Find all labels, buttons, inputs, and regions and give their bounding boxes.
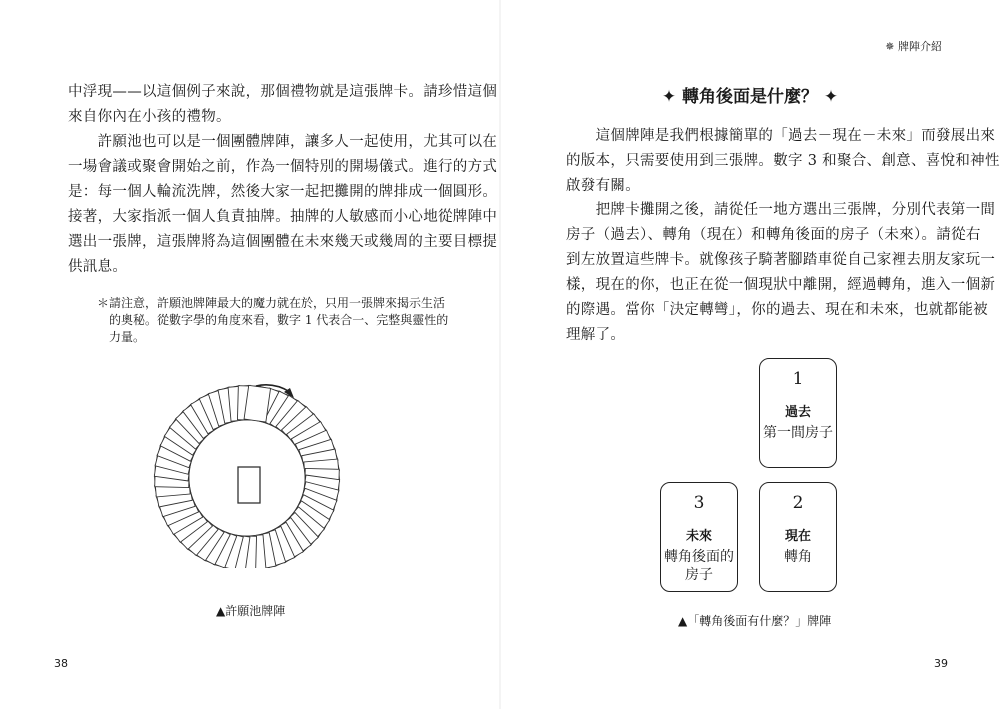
- card-past: [759, 358, 837, 468]
- right-paragraph-2-line: 理解了。: [566, 327, 626, 343]
- footnote-line: 的奧秘。從數字學的角度來看，數字 1 代表合一、完整與靈性的: [97, 313, 449, 327]
- card-present-number: 2: [792, 493, 804, 513]
- right-paragraph-1-line: 的版本，只需要使用到三張牌。數字 3 和聚合、創意、喜悅和神性: [566, 153, 1000, 169]
- card-future-name: 未來: [685, 529, 712, 544]
- right-paragraph-2-line: 到左放置這些牌卡。就像孩子騎著腳踏車從自己家裡去朋友家玩一: [566, 252, 996, 268]
- card-future-number: 3: [693, 493, 705, 513]
- page-number-right: 39: [934, 657, 948, 670]
- left-paragraph-2: [68, 130, 498, 280]
- left-paragraph-2-line: 供訊息。: [68, 259, 128, 275]
- left-paragraph-1-line: 中浮現——以這個例子來說，那個禮物就是這張牌卡。請珍惜這個: [68, 84, 498, 100]
- left-caption: ▲許願池牌陣: [216, 604, 286, 618]
- wishing-well-ring-diagram: [152, 378, 342, 568]
- footnote: [97, 295, 449, 346]
- right-paragraph-2: [566, 198, 996, 348]
- left-paragraph-2-line: 是：每一個人輪流洗牌，然後大家一起把攤開的牌排成一個圓形。: [68, 184, 498, 200]
- card-future: [660, 482, 738, 592]
- card-past-desc: 第一間房子: [763, 425, 833, 441]
- card-present-name: 現在: [784, 529, 811, 544]
- right-paragraph-2-line: 把牌卡攤開之後，請從任一地方選出三張牌，分別代表第一間: [566, 202, 996, 218]
- right-paragraph-1: [566, 124, 1000, 199]
- right-paragraph-2-line: 房子（過去）、轉角（現在）和轉角後面的房子（未來）。請從右: [566, 227, 981, 243]
- right-paragraph-2-line: 樣，現在的你，也正在從一個現狀中離開，經過轉角，進入一個新: [566, 277, 996, 293]
- right-caption: ▲「轉角後面有什麼？」牌陣: [678, 614, 832, 628]
- right-page: [500, 0, 1000, 709]
- card-future-desc: 轉角後面的房子: [664, 549, 734, 583]
- right-paragraph-1-line: 這個牌陣是我們根據簡單的「過去－現在－未來」而發展出來: [566, 128, 996, 144]
- card-past-name: 過去: [784, 405, 811, 420]
- card-present: [759, 482, 837, 592]
- left-paragraph-1-line: 來自你內在小孩的禮物。: [68, 109, 231, 125]
- left-paragraph-2-line: 一場會議或聚會開始之前，作為一個特別的開場儀式。進行的方式: [68, 159, 498, 175]
- footnote-line: 力量。: [97, 330, 146, 344]
- section-title: ✦ 轉角後面是什麼？ ✦: [661, 87, 839, 107]
- right-paragraph-2-line: 的際遇。當你「決定轉彎」，你的過去、現在和未來，也就都能被: [566, 302, 988, 318]
- left-paragraph-2-line: 選出一張牌，這張牌將為這個團體在未來幾天或幾周的主要目標提: [68, 234, 498, 250]
- left-paragraph-1: [68, 80, 498, 130]
- footnote-line: ＊請注意，許願池牌陣最大的魔力就在於，只用一張牌來揭示生活: [97, 296, 446, 310]
- center-card: [238, 467, 260, 503]
- page-number-left: 38: [54, 657, 68, 670]
- left-paragraph-2-line: 許願池也可以是一個團體牌陣，讓多人一起使用，尤其可以在: [68, 134, 498, 150]
- running-header: ✵ 牌陣介紹: [885, 40, 942, 53]
- left-paragraph-2-line: 接著，大家指派一個人負責抽牌。抽牌的人敏感而小心地從牌陣中: [68, 209, 498, 225]
- card-past-number: 1: [792, 369, 804, 389]
- right-paragraph-1-line: 啟發有關。: [566, 178, 640, 194]
- ring-card: [244, 385, 270, 422]
- card-present-desc: 轉角: [784, 549, 812, 565]
